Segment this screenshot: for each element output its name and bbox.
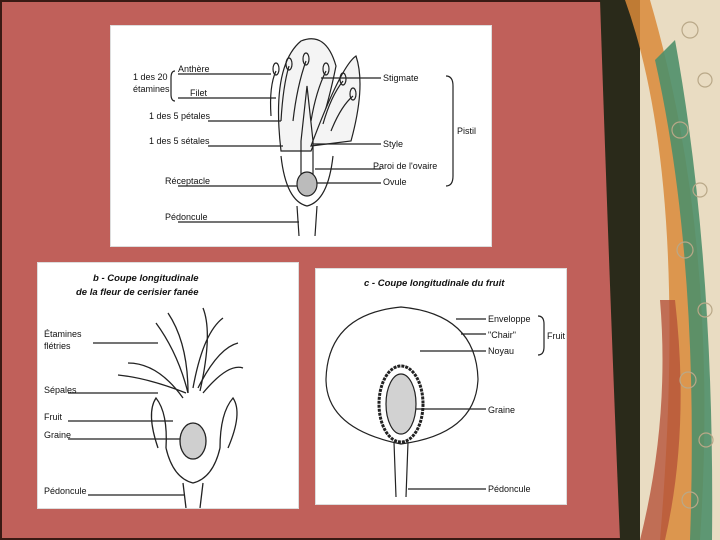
label-seed: Graine — [44, 430, 72, 440]
flower-section-diagram — [111, 26, 491, 246]
label-sepals: Sépales — [44, 385, 77, 395]
diagram-panel-flower — [110, 25, 492, 247]
label-flesh: "Chair" — [488, 330, 516, 340]
label-peduncle: Pédoncule — [165, 212, 208, 222]
panel-c-title: c - Coupe longitudinale du fruit — [364, 278, 505, 289]
label-stone: Noyau — [488, 346, 515, 356]
label-pistil: Pistil — [457, 126, 477, 136]
label-sepal: 1 des 5 sétales — [149, 136, 210, 146]
label-stamens-2: flétries — [44, 341, 71, 351]
label-stamen-group-2: étamines — [133, 84, 170, 94]
label-fruit: Fruit — [44, 412, 62, 422]
label-peduncle: Pédoncule — [44, 486, 87, 496]
label-ovule: Ovule — [383, 177, 407, 187]
diagram-panel-faded-flower — [37, 262, 299, 509]
label-envelope: Enveloppe — [488, 314, 531, 324]
panel-b-title-2: de la fleur de cerisier fanée — [76, 287, 199, 298]
label-anther: Anthère — [178, 64, 210, 74]
label-stamen-group: 1 des 20 — [133, 72, 168, 82]
panel-b-title-1: b - Coupe longitudinale — [93, 273, 199, 284]
label-filament: Filet — [190, 88, 208, 98]
faded-flower-diagram — [38, 263, 298, 508]
label-stamens-1: Étamines — [44, 329, 82, 339]
label-fruit: Fruit — [547, 331, 565, 341]
diagram-panel-fruit — [315, 268, 567, 505]
label-stigma: Stigmate — [383, 73, 419, 83]
label-ovary-wall: Paroi de l'ovaire — [373, 161, 438, 171]
label-style: Style — [383, 139, 404, 149]
label-peduncle: Pédoncule — [488, 484, 531, 494]
label-petal: 1 des 5 pétales — [149, 111, 211, 121]
label-seed: Graine — [488, 405, 516, 415]
fruit-section-diagram — [316, 269, 566, 504]
label-receptacle: Réceptacle — [165, 176, 211, 186]
